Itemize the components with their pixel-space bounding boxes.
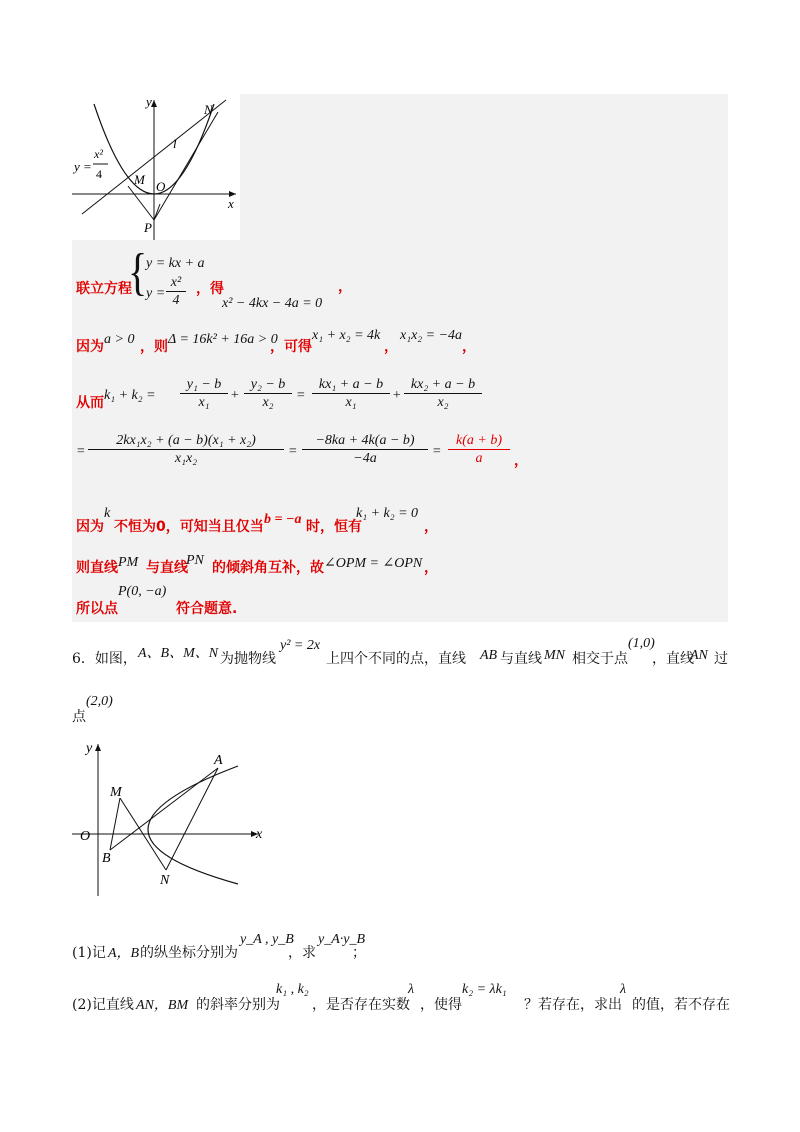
fig1-x-label: x bbox=[228, 196, 234, 211]
line3-frac-4 bbox=[404, 376, 482, 411]
line3-frac-3-den: x₁ bbox=[345, 395, 357, 410]
fig2-y-label: y bbox=[86, 741, 93, 756]
fig1-curve-num: x² bbox=[94, 147, 103, 161]
line2-text-a: 因为 bbox=[76, 339, 104, 355]
p6-intro-c: 上四个不同的点，直线 bbox=[326, 651, 466, 667]
fig1-n-label: N bbox=[204, 102, 213, 117]
line5-math-1: k bbox=[104, 506, 111, 521]
q2-text-e: ？若存在，求出 bbox=[524, 997, 622, 1013]
q1-text-c: ，求 bbox=[288, 945, 316, 961]
line6-text-d: ， bbox=[424, 560, 438, 576]
p6-intro-an: AN bbox=[690, 648, 708, 663]
line1-eq2-den: 4 bbox=[172, 293, 180, 308]
p6-intro-mn: MN bbox=[544, 648, 565, 663]
line4-eq-1: = bbox=[76, 444, 86, 459]
figure-parabola-1 bbox=[72, 94, 240, 240]
line3-frac-1 bbox=[180, 376, 228, 411]
line4-frac-2-den: −4a bbox=[353, 451, 377, 466]
line3-frac-2 bbox=[244, 376, 292, 411]
line1-comma: ， bbox=[338, 279, 352, 295]
q2-text-f: 的值，若不存在 bbox=[632, 997, 730, 1013]
line2-text-b: ，则 bbox=[140, 339, 168, 355]
line3-frac-3 bbox=[312, 376, 390, 411]
fig1-curve-den: 4 bbox=[96, 167, 102, 181]
line7-text-a: 所以点 bbox=[76, 601, 118, 617]
p6-intro-points: A、B、M、N bbox=[138, 646, 219, 661]
fig2-m-label: M bbox=[110, 785, 122, 800]
line1-get: ，得 bbox=[196, 281, 224, 297]
fig2-b-label: B bbox=[102, 851, 111, 866]
q2-math-4: λ bbox=[620, 982, 627, 997]
line5-math-2: b = −a bbox=[264, 512, 302, 527]
line1-result: x² − 4kx − 4a = 0 bbox=[222, 296, 323, 311]
line4-frac-3-num: k(a + b) bbox=[448, 432, 510, 450]
q1-math-2: y_A·y_B bbox=[318, 932, 366, 947]
line2-math-4: x₁x₂ = −4a bbox=[400, 328, 463, 343]
line3-frac-1-num: y₁ − b bbox=[180, 376, 228, 394]
q2-text-c: ，是否存在实数 bbox=[312, 997, 410, 1013]
line6-text-c: 的倾斜角互补，故 bbox=[212, 560, 324, 576]
line4-eq-3: = bbox=[432, 444, 442, 459]
q2-text-b: 的斜率分别为 bbox=[196, 997, 280, 1013]
q1-text-d: ； bbox=[352, 945, 366, 961]
fig2-x-label: x bbox=[256, 827, 263, 842]
line3-plus-2: + bbox=[392, 388, 402, 403]
line2-math-2: Δ = 16k² + 16a > 0 bbox=[168, 332, 278, 347]
line4-eq-2: = bbox=[288, 444, 298, 459]
line2-text-d: ， bbox=[384, 339, 398, 355]
line6-math-1: PM bbox=[118, 555, 139, 570]
line2-math-3: x₁ + x₂ = 4k bbox=[312, 328, 381, 343]
line4-frac-3 bbox=[448, 432, 510, 467]
p6-intro2-point: (2,0) bbox=[86, 694, 113, 709]
line1-eq2-frac bbox=[166, 274, 186, 309]
line5-text-c: 时，恒有 bbox=[306, 519, 362, 535]
figure-2-svg bbox=[72, 738, 272, 898]
q2-math-1: k₁ , k₂ bbox=[276, 982, 309, 997]
p6-intro-e: 相交于点 bbox=[572, 651, 628, 667]
q2-an-bm: AN，BM bbox=[136, 998, 189, 1013]
line3-frac-3-num: kx₁ + a − b bbox=[312, 376, 390, 394]
line1-eq1: y = kx + a bbox=[146, 256, 205, 271]
fig1-p-label: P bbox=[144, 220, 152, 235]
line2-text-c: ，可得 bbox=[270, 339, 312, 355]
q2-text-d: ，使得 bbox=[420, 997, 462, 1013]
line4-frac-2 bbox=[302, 432, 428, 467]
fig1-l-label: l bbox=[173, 136, 177, 151]
p6-intro-b: 为抛物线 bbox=[220, 651, 276, 667]
fig1-curve-lhs: y = bbox=[74, 159, 92, 174]
line4-frac-1 bbox=[88, 432, 284, 467]
left-brace: { bbox=[128, 242, 148, 301]
q1-text-b: 的纵坐标分别为 bbox=[140, 945, 238, 961]
line4-frac-1-num: 2kx₁x₂ + (a − b)(x₁ + x₂) bbox=[88, 432, 284, 450]
line6-text-a: 则直线 bbox=[76, 560, 118, 576]
q2-text-a: (2)记直线 bbox=[72, 997, 134, 1013]
p6-intro2-a: 点 bbox=[72, 709, 86, 725]
p6-intro-f: ，直线 bbox=[652, 651, 694, 667]
line7-math-1: P(0, −a) bbox=[118, 584, 167, 599]
q1-ab: A，B bbox=[108, 946, 140, 961]
line2-text-e: ， bbox=[462, 339, 476, 355]
line6-math-2: PN bbox=[186, 553, 204, 568]
line3-plus-1: + bbox=[230, 388, 240, 403]
line5-text-b: 不恒为0，可知当且仅当 bbox=[114, 519, 264, 535]
q1-text-a: (1)记 bbox=[72, 945, 106, 961]
p6-intro-ab: AB bbox=[480, 648, 498, 663]
line1-label: 联立方程 bbox=[76, 281, 132, 297]
line3-frac-4-num: kx₂ + a − b bbox=[404, 376, 482, 394]
fig2-n-label: N bbox=[160, 873, 170, 888]
figure-1-svg bbox=[72, 94, 240, 240]
p6-intro-curve: y² = 2x bbox=[280, 638, 321, 653]
fig1-y-label: y bbox=[146, 94, 152, 109]
line3-eq: = bbox=[296, 388, 306, 403]
line2-math-1: a > 0 bbox=[104, 332, 135, 347]
p6-intro-point1: (1,0) bbox=[628, 636, 655, 651]
p6-intro-a: 6．如图， bbox=[72, 651, 137, 667]
line4-frac-2-num: −8ka + 4k(a − b) bbox=[302, 432, 428, 450]
q1-math-1: y_A , y_B bbox=[240, 932, 294, 947]
line6-math-3: ∠OPM = ∠OPN bbox=[324, 556, 423, 571]
line7-text-b: 符合题意. bbox=[176, 601, 238, 617]
line5-text-d: ， bbox=[424, 519, 438, 535]
line4-frac-3-den: a bbox=[475, 451, 483, 466]
line3-math-1: k₁ + k₂ = bbox=[104, 388, 156, 403]
line5-text-a: 因为 bbox=[76, 519, 104, 535]
line3-frac-2-den: x₂ bbox=[262, 395, 274, 410]
fig1-m-label: M bbox=[134, 172, 145, 187]
fig2-a-label: A bbox=[214, 753, 223, 768]
line5-math-3: k₁ + k₂ = 0 bbox=[356, 506, 419, 521]
q2-math-3: k₂ = λk₁ bbox=[462, 982, 507, 997]
p6-intro-d: 与直线 bbox=[500, 651, 542, 667]
line4-frac-1-den: x₁x₂ bbox=[174, 451, 198, 466]
line3-text-a: 从而 bbox=[76, 395, 104, 411]
line6-text-b: 与直线 bbox=[146, 560, 188, 576]
figure-parabola-2 bbox=[72, 738, 272, 898]
fig1-o-label: O bbox=[156, 179, 166, 194]
line3-frac-1-den: x₁ bbox=[198, 395, 210, 410]
line3-frac-2-num: y₂ − b bbox=[244, 376, 292, 394]
fig2-o-label: O bbox=[80, 829, 91, 844]
q2-math-2: λ bbox=[408, 982, 415, 997]
line4-comma: ， bbox=[514, 453, 528, 469]
line3-frac-4-den: x₂ bbox=[437, 395, 449, 410]
line1-eq2-lhs: y = bbox=[146, 286, 166, 301]
p6-intro-g: 过 bbox=[714, 651, 728, 667]
line1-eq2-num: x² bbox=[166, 274, 186, 292]
